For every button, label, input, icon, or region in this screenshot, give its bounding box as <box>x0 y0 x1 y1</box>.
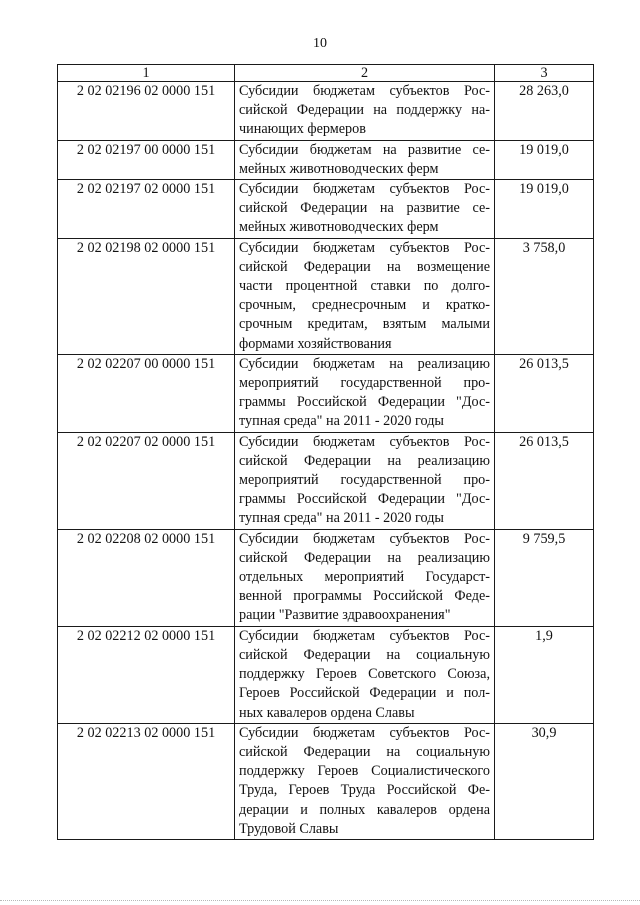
budget-amount: 26 013,5 <box>495 354 594 432</box>
description-line: поддержку Героев Социалистического <box>239 763 490 780</box>
budget-description <box>235 432 495 529</box>
description-line: сийской Федерации на поддержку на- <box>239 102 490 119</box>
budget-code: 2 02 02212 02 0000 151 <box>58 626 235 723</box>
budget-description <box>235 723 495 839</box>
budget-code: 2 02 02198 02 0000 151 <box>58 238 235 354</box>
table-row <box>58 529 594 626</box>
budget-amount: 19 019,0 <box>495 180 594 239</box>
description-line: дерации и полных кавалеров ордена <box>239 801 490 818</box>
description-line: Субсидии бюджетам субъектов Рос- <box>239 83 490 99</box>
table-row <box>58 432 594 529</box>
budget-table <box>57 64 594 840</box>
description-line: сийской Федерации на развитие се- <box>239 200 490 217</box>
description-line: срочным кредитам, взятым малыми <box>239 316 490 333</box>
description-line: сийской Федерации на социальную <box>239 646 490 663</box>
budget-amount: 28 263,0 <box>495 82 594 141</box>
description-line: Субсидии бюджетам субъектов Рос- <box>239 530 490 547</box>
description-line: Субсидии бюджетам субъектов Рос- <box>239 239 490 256</box>
description-line: Героев Российской Федерации и пол- <box>239 685 490 702</box>
budget-description <box>235 238 495 354</box>
description-line: ных кавалеров ордена Славы <box>239 704 415 721</box>
budget-description <box>235 354 495 432</box>
column-header-code: 1 <box>58 65 235 82</box>
budget-code: 2 02 02207 02 0000 151 <box>58 432 235 529</box>
table-row <box>58 723 594 839</box>
description-line: Труда, Героев Труда Российской Фе- <box>239 782 490 799</box>
table-row <box>58 238 594 354</box>
description-line: мероприятий государственной про- <box>239 472 490 489</box>
table-row <box>58 180 594 239</box>
budget-amount: 1,9 <box>495 626 594 723</box>
budget-description <box>235 626 495 723</box>
table-body <box>58 82 594 840</box>
page-number: 10 <box>313 36 327 51</box>
budget-amount: 19 019,0 <box>495 140 594 179</box>
table-row <box>58 140 594 179</box>
budget-code: 2 02 02197 00 0000 151 <box>58 140 235 179</box>
description-line: Трудовой Славы <box>239 820 339 837</box>
description-line: мейных животноводческих ферм <box>239 160 439 177</box>
description-line: сийской Федерации на реализацию <box>239 549 490 566</box>
description-line: Субсидии бюджетам на реализацию <box>239 355 490 372</box>
budget-code: 2 02 02197 02 0000 151 <box>58 180 235 239</box>
description-line: Субсидии бюджетам субъектов Рос- <box>239 433 490 450</box>
table-row <box>58 626 594 723</box>
description-line: тупная среда" на 2011 - 2020 годы <box>239 510 444 527</box>
description-line: сийской Федерации на реализацию <box>239 452 490 469</box>
description-line: сийской Федерации на возмещение <box>239 258 490 275</box>
budget-code: 2 02 02196 02 0000 151 <box>58 82 235 141</box>
budget-amount: 9 759,5 <box>495 529 594 626</box>
description-line: части процентной ставки по долго- <box>239 278 490 295</box>
description-line: срочным, среднесрочным и кратко- <box>239 297 490 314</box>
page-bottom-edge <box>0 900 640 901</box>
description-line: чинающих фермеров <box>239 121 366 138</box>
budget-description <box>235 82 495 141</box>
description-line: Субсидии бюджетам субъектов Рос- <box>239 627 490 644</box>
description-line: Субсидии бюджетам на развитие се- <box>239 141 490 158</box>
budget-code: 2 02 02213 02 0000 151 <box>58 723 235 839</box>
description-line: граммы Российской Федерации "Дос- <box>239 394 490 411</box>
description-line: мейных животноводческих ферм <box>239 219 439 236</box>
description-line: Субсидии бюджетам субъектов Рос- <box>239 181 490 198</box>
description-line: венной программы Российской Феде- <box>239 588 490 605</box>
description-line: рации "Развитие здравоохранения" <box>239 607 451 624</box>
budget-amount: 3 758,0 <box>495 238 594 354</box>
table-row <box>58 354 594 432</box>
budget-description <box>235 180 495 239</box>
description-line: поддержку Героев Советского Союза, <box>239 666 490 683</box>
budget-code: 2 02 02207 00 0000 151 <box>58 354 235 432</box>
column-header-description: 2 <box>235 65 495 82</box>
description-line: формами хозяйствования <box>239 335 392 352</box>
budget-amount: 26 013,5 <box>495 432 594 529</box>
description-line: отдельных мероприятий Государст- <box>239 569 490 586</box>
description-line: тупная среда" на 2011 - 2020 годы <box>239 413 444 430</box>
budget-description <box>235 529 495 626</box>
budget-code: 2 02 02208 02 0000 151 <box>58 529 235 626</box>
budget-description <box>235 140 495 179</box>
column-header-amount: 3 <box>495 65 594 82</box>
description-line: граммы Российской Федерации "Дос- <box>239 491 490 508</box>
table-row <box>58 82 594 141</box>
description-line: сийской Федерации на социальную <box>239 743 490 760</box>
budget-amount: 30,9 <box>495 723 594 839</box>
description-line: Субсидии бюджетам субъектов Рос- <box>239 724 490 741</box>
description-line: мероприятий государственной про- <box>239 375 490 392</box>
table-header-row <box>58 65 594 82</box>
